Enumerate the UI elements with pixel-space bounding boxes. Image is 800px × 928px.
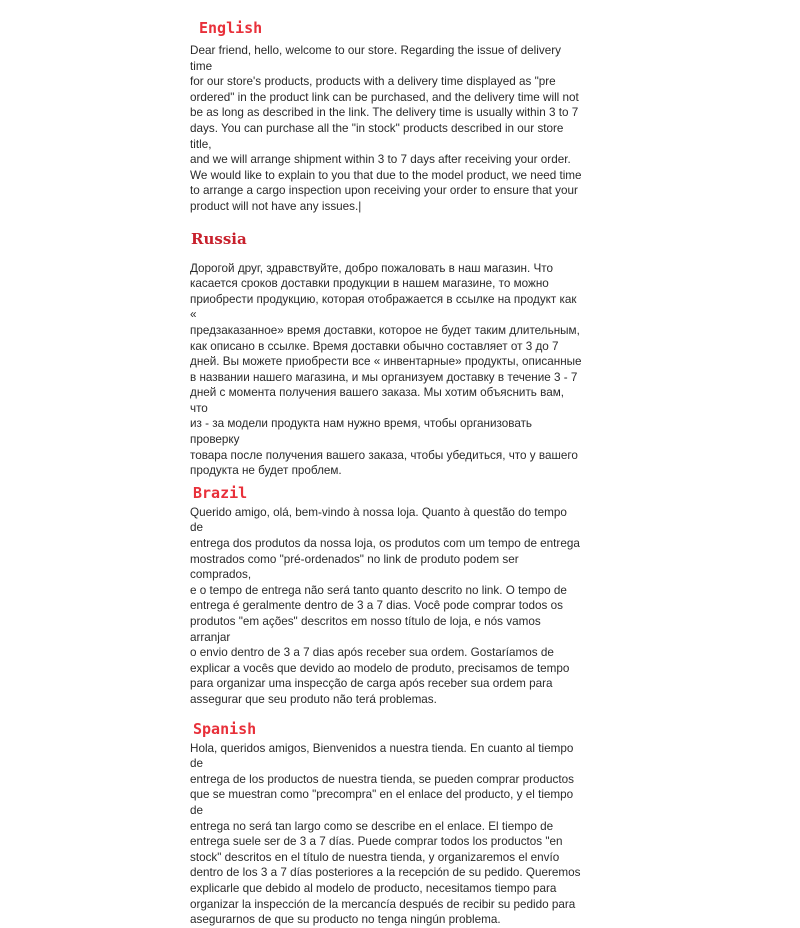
section-english [190,18,582,215]
section-russia [190,229,582,479]
section-heading-russia: Russia [191,229,247,248]
section-body-english: Dear friend, hello, welcome to our store. Regarding the issue of delivery time for our store's products, products with a delivery time displayed as "pre ordered" in the product link can be purchased, and the delivery time will not be as long as described in the link. The delivery time is usually within 3 to 7 days. You can purchase all the "in stock" products described in our store title, and we will arrange shipment within 3 to 7 days after receiving your order. We would like to explain to you that due to the model product, we need time to arrange a cargo inspection upon receiving your order to ensure that your product will not have any issues.| [190,44,582,213]
section-body-spanish: Hola, queridos amigos, Bienvenidos a nuestra tienda. En cuanto al tiempo de entrega de los productos de nuestra tienda, se pueden comprar productos que se muestran como "precompra" en el enlace del producto, y el tiempo de entrega no será tan largo como se describe en el enlace. El tiempo de entrega suele ser de 3 a 7 días. Puede comprar todos los productos "en stock" descritos en el título de nuestra tienda, y organizaremos el envío dentro de los 3 a 7 días posteriores a la recepción de su pedido. Queremos explicarle que debido al modelo de producto, necesitamos tiempo para organizar la inspección de la mercancía después de recibir su pedido para asegurarnos de que su producto no tenga ningún problema. [190,741,581,927]
section-heading-english: English [199,19,263,37]
section-body-russia: Дорогой друг, здравствуйте, добро пожаловать в наш магазин. Что касается сроков доставки продукции в нашем магазине, то можно приобрести продукцию, которая отображается в ссылке на продукт как « предзаказанное» время доставки, которое не будет таким длительным, как описано в ссылке. Время доставки обычно составляет от 3 до 7 дней. Вы можете приобрести все « инвентарные» продукты, описанные в названии нашего магазина, и мы организуем доставку в течение 3 - 7 дней с момента получения вашего заказа. Мы хотим объяснить вам, что из - за модели продукта нам нужно время, чтобы организовать проверку товара после получения вашего заказа, чтобы убедиться, что у вашего продукта не будет проблем. [190,261,582,478]
delivery-notice [190,18,582,928]
section-brazil [190,483,582,708]
section-heading-brazil: Brazil [193,483,248,502]
section-spanish [190,719,582,928]
section-heading-spanish: Spanish [193,719,257,738]
section-body-brazil: Querido amigo, olá, bem-vindo à nossa loja. Quanto à questão do tempo de entrega dos produtos da nossa loja, os produtos com um tempo de entrega mostrados como "pré-ordenados" no link de produto podem ser comprados, e o tempo de entrega não será tanto quanto descrito no link. O tempo de entrega é geralmente dentro de 3 a 7 dias. Você pode comprar todos os produtos "em ações" descritos em nosso título de loja, e nós vamos arranjar o envio dentro de 3 a 7 dias após receber sua ordem. Gostaríamos de explicar a vocês que devido ao modelo de produto, precisamos de tempo para organizar uma inspecção de carga após receber sua ordem para assegurar que seu produto não terá problemas. [190,505,580,706]
